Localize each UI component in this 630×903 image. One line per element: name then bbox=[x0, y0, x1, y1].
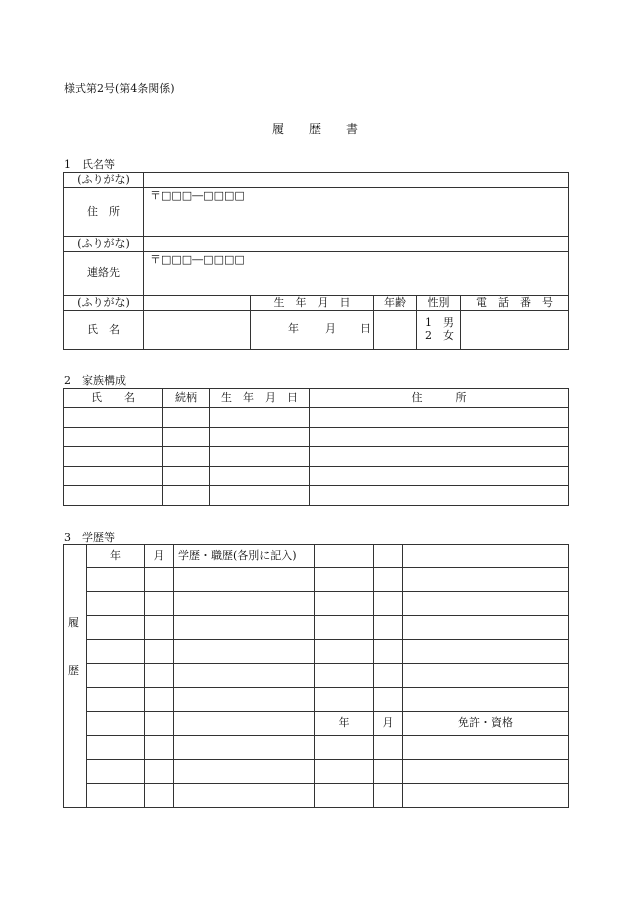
edu-row bbox=[64, 640, 569, 664]
edu-row bbox=[64, 592, 569, 616]
birth-header: 生 年 月 日 bbox=[251, 296, 374, 311]
section1-heading: 1 氏名等 bbox=[64, 158, 115, 171]
family-name-cell[interactable] bbox=[64, 466, 163, 486]
license-col-year: 年 bbox=[315, 712, 374, 736]
edu-row bbox=[64, 688, 569, 712]
birth-day-label: 日 bbox=[360, 322, 371, 335]
family-birth-cell[interactable] bbox=[210, 447, 310, 467]
license-row bbox=[64, 784, 569, 808]
name-furigana-field[interactable] bbox=[144, 296, 251, 311]
family-row bbox=[64, 447, 569, 467]
family-relation-cell[interactable] bbox=[163, 408, 210, 428]
family-birth-cell[interactable] bbox=[210, 427, 310, 447]
history-side-cell bbox=[64, 545, 87, 808]
phone-field[interactable] bbox=[461, 311, 569, 350]
section2-heading: 2 家族構成 bbox=[64, 374, 126, 387]
family-row bbox=[64, 427, 569, 447]
family-relation-cell[interactable] bbox=[163, 466, 210, 486]
family-address-cell[interactable] bbox=[310, 427, 569, 447]
birth-month-label: 月 bbox=[325, 322, 336, 335]
family-col-birth: 生 年 月 日 bbox=[210, 389, 310, 408]
license-col-month: 月 bbox=[374, 712, 403, 736]
age-field[interactable] bbox=[374, 311, 417, 350]
family-table bbox=[63, 388, 569, 506]
contact-postal-placeholder: 〒□□□―□□□□ bbox=[150, 253, 245, 266]
furigana-label-1: (ふりがな) bbox=[64, 173, 144, 188]
family-col-address: 住 所 bbox=[310, 389, 569, 408]
family-birth-cell[interactable] bbox=[210, 486, 310, 506]
edu-row bbox=[64, 616, 569, 640]
edu-col-history: 学歴・職歴(各別に記入) bbox=[174, 545, 315, 568]
contact-label: 連絡先 bbox=[64, 252, 144, 296]
history-side-char-1: 履 bbox=[68, 616, 79, 629]
edu-row bbox=[64, 568, 569, 592]
form-number: 様式第2号(第4条関係) bbox=[64, 82, 175, 95]
title-char-3: 書 bbox=[346, 122, 359, 136]
address-furigana-field[interactable] bbox=[144, 173, 569, 188]
name-table bbox=[63, 295, 569, 350]
section3-heading: 3 学歴等 bbox=[64, 531, 115, 544]
sex-option-male[interactable]: 1 男 bbox=[425, 316, 454, 330]
family-name-cell[interactable] bbox=[64, 447, 163, 467]
family-name-cell[interactable] bbox=[64, 427, 163, 447]
address-label: 住 所 bbox=[64, 188, 144, 237]
license-row bbox=[64, 760, 569, 784]
history-side-char-2: 歴 bbox=[68, 664, 79, 677]
family-col-relation: 続柄 bbox=[163, 389, 210, 408]
sex-option-female[interactable]: 2 女 bbox=[425, 329, 454, 342]
family-relation-cell[interactable] bbox=[163, 486, 210, 506]
phone-header: 電 話 番 号 bbox=[461, 296, 569, 311]
family-address-cell[interactable] bbox=[310, 447, 569, 467]
sex-field[interactable] bbox=[417, 311, 461, 350]
sex-header: 性別 bbox=[417, 296, 461, 311]
family-relation-cell[interactable] bbox=[163, 447, 210, 467]
birth-year-label: 年 bbox=[288, 322, 299, 335]
personal-info-table bbox=[63, 172, 569, 296]
family-col-name: 氏 名 bbox=[64, 389, 163, 408]
family-relation-cell[interactable] bbox=[163, 427, 210, 447]
license-col-qualification: 免許・資格 bbox=[403, 712, 569, 736]
family-birth-cell[interactable] bbox=[210, 408, 310, 428]
license-row bbox=[64, 736, 569, 760]
birth-date-field[interactable] bbox=[251, 311, 374, 350]
address-postal-placeholder: 〒□□□―□□□□ bbox=[150, 189, 245, 202]
family-row bbox=[64, 466, 569, 486]
family-row bbox=[64, 408, 569, 428]
family-address-cell[interactable] bbox=[310, 408, 569, 428]
title-char-1: 履 bbox=[272, 122, 285, 136]
name-label: 氏 名 bbox=[64, 311, 144, 350]
edu-col-year: 年 bbox=[87, 545, 145, 568]
contact-furigana-field[interactable] bbox=[144, 237, 569, 252]
name-field[interactable] bbox=[144, 311, 251, 350]
family-birth-cell[interactable] bbox=[210, 466, 310, 486]
family-address-cell[interactable] bbox=[310, 466, 569, 486]
furigana-label-3: (ふりがな) bbox=[64, 296, 144, 311]
address-field[interactable] bbox=[144, 188, 569, 237]
family-row bbox=[64, 486, 569, 506]
edu-row bbox=[64, 664, 569, 688]
title-char-2: 歴 bbox=[309, 122, 322, 136]
family-name-cell[interactable] bbox=[64, 408, 163, 428]
age-header: 年齢 bbox=[374, 296, 417, 311]
edu-col-month: 月 bbox=[145, 545, 174, 568]
contact-field[interactable] bbox=[144, 252, 569, 296]
history-table bbox=[63, 544, 569, 808]
family-name-cell[interactable] bbox=[64, 486, 163, 506]
family-address-cell[interactable] bbox=[310, 486, 569, 506]
furigana-label-2: (ふりがな) bbox=[64, 237, 144, 252]
